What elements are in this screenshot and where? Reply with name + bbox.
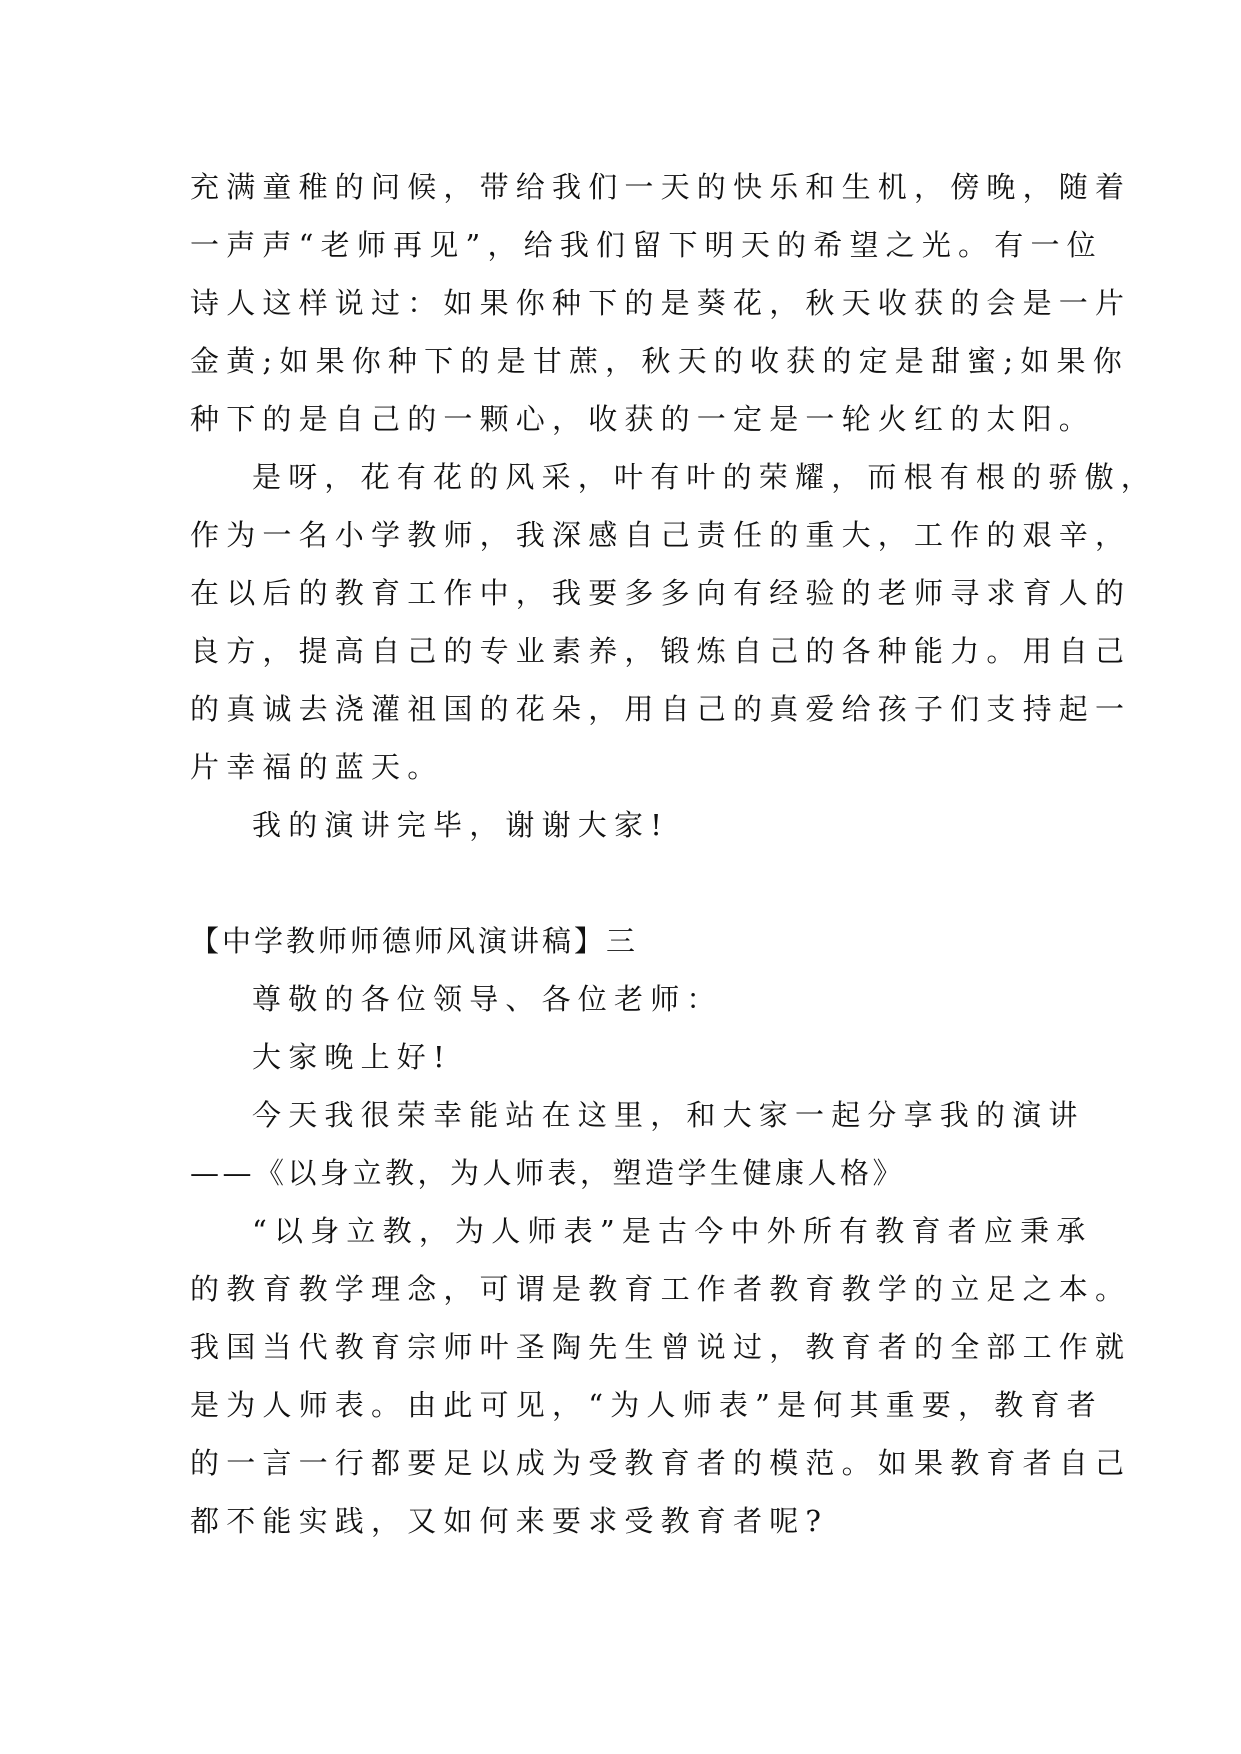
paragraph-line: 诗人这样说过：如果你种下的是葵花，秋天收获的会是一片 bbox=[190, 286, 1132, 320]
paragraph-line: 都不能实践，又如何来要求受教育者呢? bbox=[190, 1504, 829, 1538]
paragraph-line: 种下的是自己的一颗心，收获的一定是一轮火红的太阳。 bbox=[190, 402, 1096, 436]
paragraph-line: 是为人师表。由此可见，“为人师表”是何其重要，教育者 bbox=[190, 1388, 1103, 1422]
paragraph-line: 的一言一行都要足以成为受教育者的模范。如果教育者自己 bbox=[190, 1446, 1132, 1480]
paragraph-line: 金黄;如果你种下的是甘蔗，秋天的收获的定是甜蜜;如果你 bbox=[190, 344, 1129, 378]
intro-line: 今天我很荣幸能站在这里，和大家一起分享我的演讲 bbox=[252, 1098, 1085, 1132]
greeting-line: 大家晚上好! bbox=[252, 1040, 452, 1074]
paragraph-line: 的真诚去浇灌祖国的花朵，用自己的真爱给孩子们支持起一 bbox=[190, 692, 1132, 726]
salutation-line: 尊敬的各位领导、各位老师： bbox=[252, 982, 723, 1016]
paragraph-line: 的教育教学理念，可谓是教育工作者教育教学的立足之本。 bbox=[190, 1272, 1132, 1306]
paragraph-line: 片幸福的蓝天。 bbox=[190, 750, 444, 784]
closing-line: 我的演讲完毕，谢谢大家! bbox=[252, 808, 670, 842]
intro-line: ——《以身立教，为人师表，塑造学生健康人格》 bbox=[190, 1156, 906, 1190]
paragraph-line: 一声声“老师再见”，给我们留下明天的希望之光。有一位 bbox=[190, 228, 1103, 262]
paragraph-line: 作为一名小学教师，我深感自己责任的重大，工作的艰辛， bbox=[190, 518, 1132, 552]
paragraph-line: 是呀，花有花的风采，叶有叶的荣耀，而根有根的骄傲， bbox=[252, 460, 1158, 494]
paragraph-line: 在以后的教育工作中，我要多多向有经验的老师寻求育人的 bbox=[190, 576, 1132, 610]
paragraph-line: “以身立教，为人师表”是古今中外所有教育者应秉承 bbox=[252, 1214, 1093, 1248]
paragraph-line: 良方，提高自己的专业素养，锻炼自己的各种能力。用自己 bbox=[190, 634, 1132, 668]
section-title: 【中学教师师德师风演讲稿】三 bbox=[190, 924, 639, 958]
paragraph-line: 充满童稚的问候，带给我们一天的快乐和生机，傍晚，随着 bbox=[190, 170, 1132, 204]
paragraph-line: 我国当代教育宗师叶圣陶先生曾说过，教育者的全部工作就 bbox=[190, 1330, 1132, 1364]
